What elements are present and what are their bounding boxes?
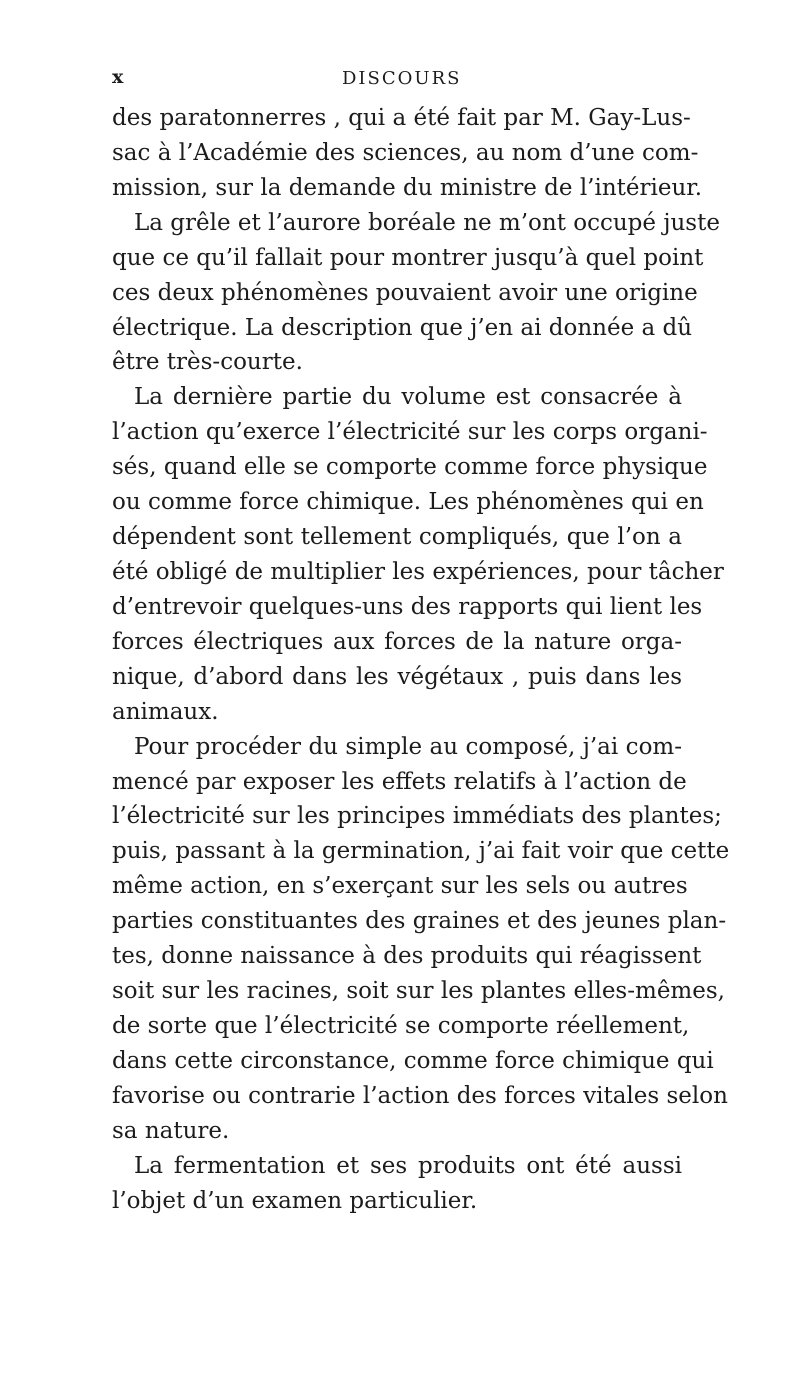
text-line: d’entrevoir quelques-uns des rapports qui lient les — [112, 593, 703, 620]
text-line: puis, passant à la germination, j’ai fait voir que cette — [112, 838, 730, 865]
text-line: nique, d’abord dans les végétaux , puis dans les — [112, 663, 682, 690]
text-line: sa nature. — [112, 1117, 230, 1144]
text-line: mission, sur la demande du ministre de l’intérieur. — [112, 174, 703, 201]
text-line: La dernière partie du volume est consacrée à — [134, 384, 682, 411]
text-line: l’électricité sur les principes immédiats des plantes; — [112, 803, 722, 830]
text-line: forces électriques aux forces de la nature orga- — [112, 628, 682, 655]
text-line: mencé par exposer les effets relatifs à l’action de — [112, 768, 687, 795]
text-line: être très-courte. — [112, 349, 303, 376]
text-line: Pour procéder du simple au composé, j’ai com- — [134, 733, 682, 760]
text-line: été obligé de multiplier les expériences, pour tâcher — [112, 558, 724, 585]
text-line: La grêle et l’aurore boréale ne m’ont occupé juste — [134, 209, 720, 236]
page-header — [112, 66, 682, 96]
text-line: favorise ou contrarie l’action des forces vitales selon — [112, 1082, 728, 1109]
text-line: ou comme force chimique. Les phénomènes qui en — [112, 489, 704, 516]
text-line: sac à l’Académie des sciences, au nom d’une com- — [112, 139, 699, 166]
body-text — [112, 101, 730, 1219]
text-line: animaux. — [112, 698, 219, 725]
running-head: DISCOURS — [342, 68, 462, 89]
text-line: tes, donne naissance à des produits qui réagissent — [112, 943, 702, 970]
text-line: ces deux phénomènes pouvaient avoir une origine — [112, 279, 698, 306]
text-line: que ce qu’il fallait pour montrer jusqu’à quel point — [112, 244, 704, 271]
text-line: dépendent sont tellement compliqués, que l’on a — [112, 524, 682, 551]
text-line: l’objet d’un examen particulier. — [112, 1187, 478, 1214]
text-line: électrique. La description que j’en ai donnée a dû — [112, 314, 693, 341]
text-line: soit sur les racines, soit sur les plantes elles-mêmes, — [112, 978, 725, 1005]
text-line: même action, en s’exerçant sur les sels ou autres — [112, 873, 688, 900]
text-line: des paratonnerres , qui a été fait par M. Gay-Lus- — [112, 105, 691, 131]
text-line: de sorte que l’électricité se comporte réellement, — [112, 1012, 690, 1039]
page-number: x — [112, 66, 125, 88]
text-line: dans cette circonstance, comme force chimique qui — [112, 1047, 714, 1074]
text-line: sés, quand elle se comporte comme force physique — [112, 454, 708, 481]
text-line: parties constituantes des graines et des jeunes plan- — [112, 908, 727, 935]
text-line: l’action qu’exerce l’électricité sur les corps organi- — [112, 419, 708, 446]
text-line: La fermentation et ses produits ont été aussi — [134, 1152, 682, 1179]
